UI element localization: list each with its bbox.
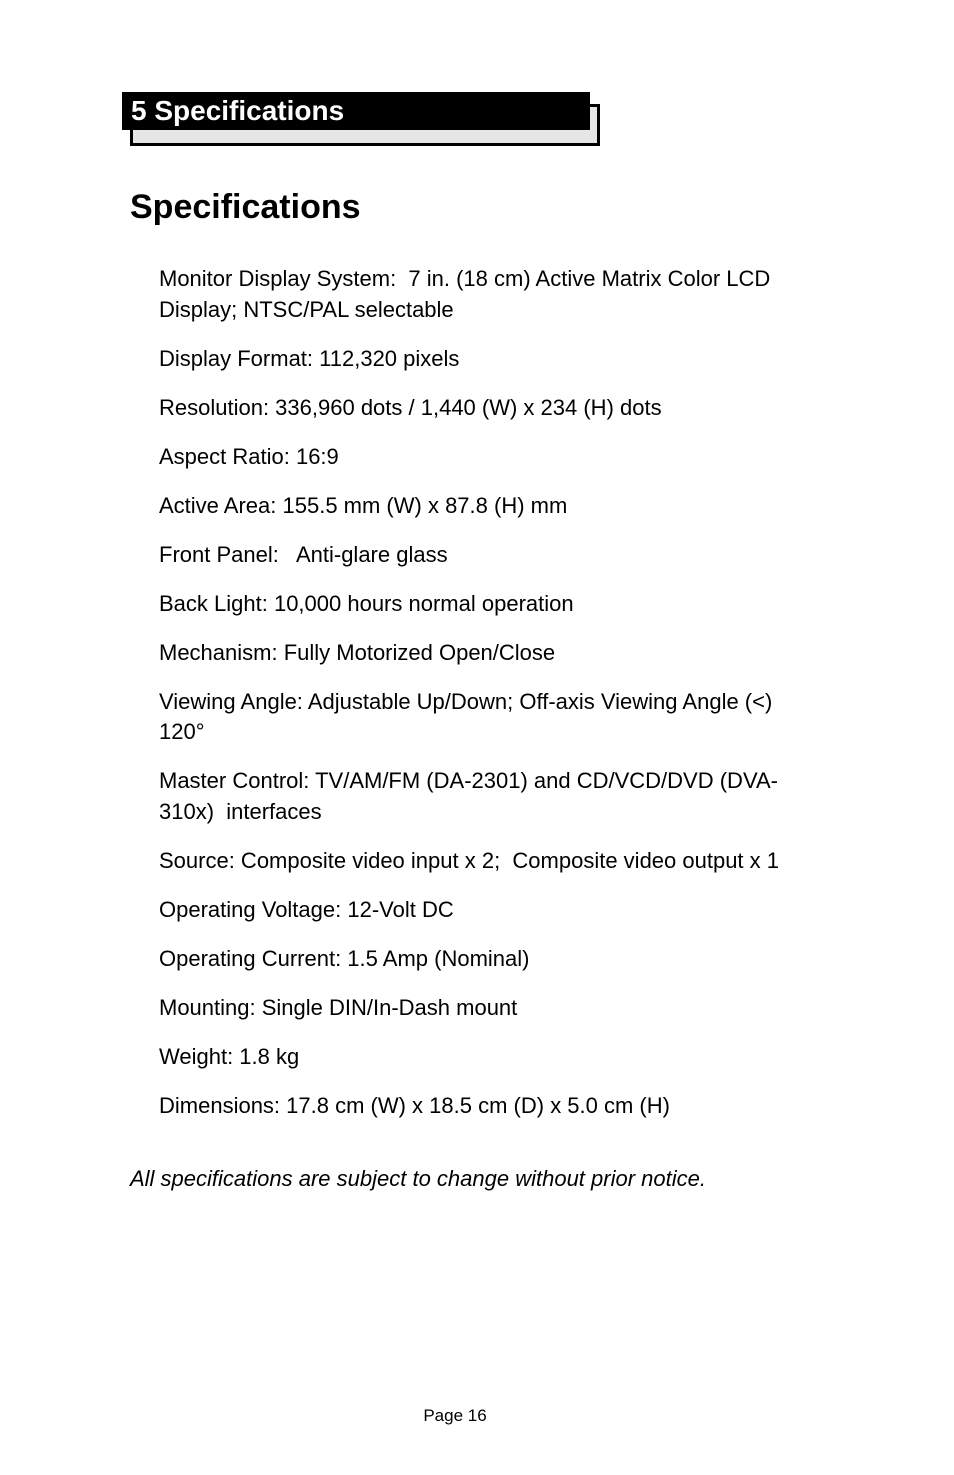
spec-operating-voltage: Operating Voltage: 12-Volt DC bbox=[159, 896, 454, 922]
section-header-tab bbox=[122, 92, 598, 145]
spec-mounting: Mounting: Single DIN/In-Dash mount bbox=[159, 994, 518, 1020]
spec-aspect-ratio: Aspect Ratio: 16:9 bbox=[159, 443, 339, 469]
spec-viewing-angle: Viewing Angle: Adjustable Up/Down; Off-axis Viewing Angle (<) 120° bbox=[159, 688, 779, 744]
spec-weight: Weight: 1.8 kg bbox=[159, 1043, 300, 1069]
spec-active-area: Active Area: 155.5 mm (W) x 87.8 (H) mm bbox=[159, 492, 568, 518]
section-header-bar bbox=[122, 92, 590, 130]
page-title: Specifications bbox=[130, 188, 361, 226]
spec-dimensions: Dimensions: 17.8 cm (W) x 18.5 cm (D) x 5.0 cm (H) bbox=[159, 1092, 670, 1118]
spec-resolution: Resolution: 336,960 dots / 1,440 (W) x 234 (H) dots bbox=[159, 394, 662, 420]
spec-operating-current: Operating Current: 1.5 Amp (Nominal) bbox=[159, 945, 530, 971]
spec-front-panel: Front Panel: Anti-glare glass bbox=[159, 541, 448, 567]
spec-list bbox=[159, 264, 799, 1140]
spec-source: Source: Composite video input x 2; Composite video output x 1 bbox=[159, 847, 780, 873]
spec-mechanism: Mechanism: Fully Motorized Open/Close bbox=[159, 639, 556, 665]
spec-display-format: Display Format: 112,320 pixels bbox=[159, 345, 460, 371]
page-number: Page 16 bbox=[423, 1406, 487, 1425]
spec-master-control: Master Control: TV/AM/FM (DA-2301) and CD/VCD/DVD (DVA-310x) interfaces bbox=[159, 768, 778, 824]
change-notice: All specifications are subject to change without prior notice. bbox=[130, 1166, 706, 1191]
section-header-label: 5 Specifications bbox=[131, 95, 345, 126]
spec-monitor-display-system: Monitor Display System: 7 in. (18 cm) Active Matrix Color LCD Display; NTSC/PAL selectable bbox=[159, 266, 777, 322]
spec-back-light: Back Light: 10,000 hours normal operation bbox=[159, 590, 574, 616]
